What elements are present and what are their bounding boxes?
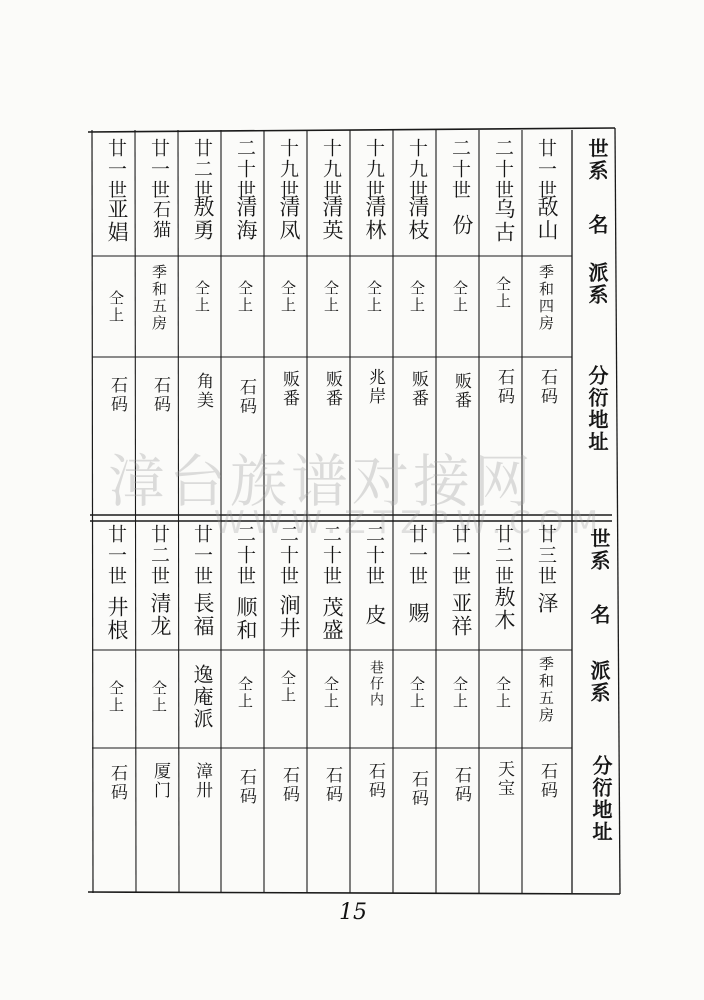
header-address: 分衍地址 [585,365,609,453]
generation-cell: 廿三世 [535,524,557,587]
header-branch: 派系 [587,660,611,704]
generation-cell: 二十世 [234,524,256,587]
branch-cell: 逸庵派 [190,664,214,730]
name-cell: 石猫 [150,200,171,240]
address-cell: 厦门 [150,762,170,800]
generation-cell: 二十世 [363,524,385,587]
header-generation: 世系 [585,138,609,182]
watermark-url: WWW.ZTZPW.COM [214,505,607,541]
generation-cell: 十九世 [277,138,299,201]
branch-cell: 仝上 [408,280,426,314]
generation-cell: 廿二世 [148,524,170,587]
page-number: 15 [339,900,367,925]
address-cell: 石码 [107,376,127,414]
generation-cell: 十九世 [363,138,385,201]
name-cell: 敖勇 [191,196,215,242]
name-cell: 清海 [234,196,258,242]
address-cell: 石码 [107,764,127,802]
name-cell: 泽 [535,592,559,615]
name-cell: 清林 [363,196,387,242]
branch-cell: 仝上 [494,276,512,310]
branch-cell: 仝上 [107,290,125,324]
branch-cell: 仝上 [150,680,168,714]
branch-cell: 仝上 [107,680,125,714]
generation-cell: 十九世 [320,138,342,201]
address-cell: 石码 [537,762,557,800]
generation-cell: 二十世 [320,524,342,587]
branch-cell: 仝上 [408,676,426,710]
branch-cell: 仝上 [365,280,383,314]
branch-cell: 仝上 [279,280,297,314]
address-cell: 石码 [322,766,342,804]
address-cell: 石码 [279,766,299,804]
generation-cell: 十九世 [406,138,428,201]
branch-cell: 仝上 [193,280,211,314]
address-cell: 石码 [451,766,471,804]
name-cell: 清枝 [406,196,430,242]
generation-cell: 廿一世 [148,138,170,201]
address-cell: 石码 [494,368,514,406]
name-cell: 涧井 [277,594,301,640]
branch-cell: 季和五房 [537,656,555,724]
name-cell: 茂盛 [320,596,344,642]
address-cell: 石码 [537,368,557,406]
address-cell: 兆岸 [365,368,385,406]
branch-cell: 仝上 [322,676,340,710]
branch-cell: 季和四房 [537,264,555,332]
generation-cell: 廿二世 [492,524,514,587]
generation-cell: 二十世 [449,138,471,201]
generation-cell: 廿一世 [105,138,127,201]
branch-cell: 仝上 [451,676,469,710]
generation-cell: 廿一世 [535,138,557,201]
address-cell: 漳卅 [192,762,212,800]
generation-cell: 廿一世 [105,524,127,587]
branch-cell: 仝上 [236,280,254,314]
generation-cell: 廿一世 [191,524,213,587]
watermark-text: 漳台族谱对接网 [108,449,535,515]
address-cell: 石码 [408,770,428,808]
name-cell: 敌山 [535,196,559,242]
generation-cell: 廿一世 [406,524,428,587]
name-cell: 清龙 [148,592,172,638]
header-name: 名 [587,604,611,626]
name-cell: 長福 [191,592,215,638]
address-cell: 贩番 [279,370,299,408]
address-cell: 石码 [150,376,170,414]
name-cell: 乌古 [492,198,516,244]
address-cell: 角美 [193,372,213,410]
generation-cell: 二十世 [492,138,514,201]
header-address: 分衍地址 [589,755,613,843]
address-cell: 贩番 [451,372,471,410]
header-name: 名 [585,214,609,236]
branch-cell: 仝上 [236,676,254,710]
name-cell: 敖木 [492,586,516,632]
name-cell: 份 [450,214,474,237]
generation-cell: 二十世 [234,138,256,201]
generation-cell: 二十世 [277,524,299,587]
address-cell: 石码 [236,768,256,806]
header-branch: 派系 [585,262,609,306]
name-cell: 赐 [406,602,430,625]
header-generation: 世系 [587,528,611,572]
address-cell: 石码 [365,762,385,800]
name-cell: 清英 [320,196,344,242]
address-cell: 石码 [236,378,256,416]
branch-cell: 仝上 [494,676,512,710]
name-cell: 亚祥 [449,592,473,638]
generation-cell: 廿一世 [449,524,471,587]
generation-cell: 廿二世 [191,138,213,201]
address-cell: 贩番 [322,370,342,408]
branch-cell: 巷仔内 [368,660,384,708]
name-cell: 井根 [105,596,129,642]
branch-cell: 仝上 [451,280,469,314]
name-cell: 顺和 [234,596,258,642]
branch-cell: 仝上 [322,280,340,314]
name-cell: 皮 [363,604,387,627]
branch-cell: 季和五房 [150,264,168,332]
address-cell: 贩番 [408,370,428,408]
branch-cell: 仝上 [279,670,297,704]
name-cell: 清凤 [277,196,301,242]
address-cell: 天宝 [494,760,514,798]
name-cell: 亚娼 [105,198,129,244]
